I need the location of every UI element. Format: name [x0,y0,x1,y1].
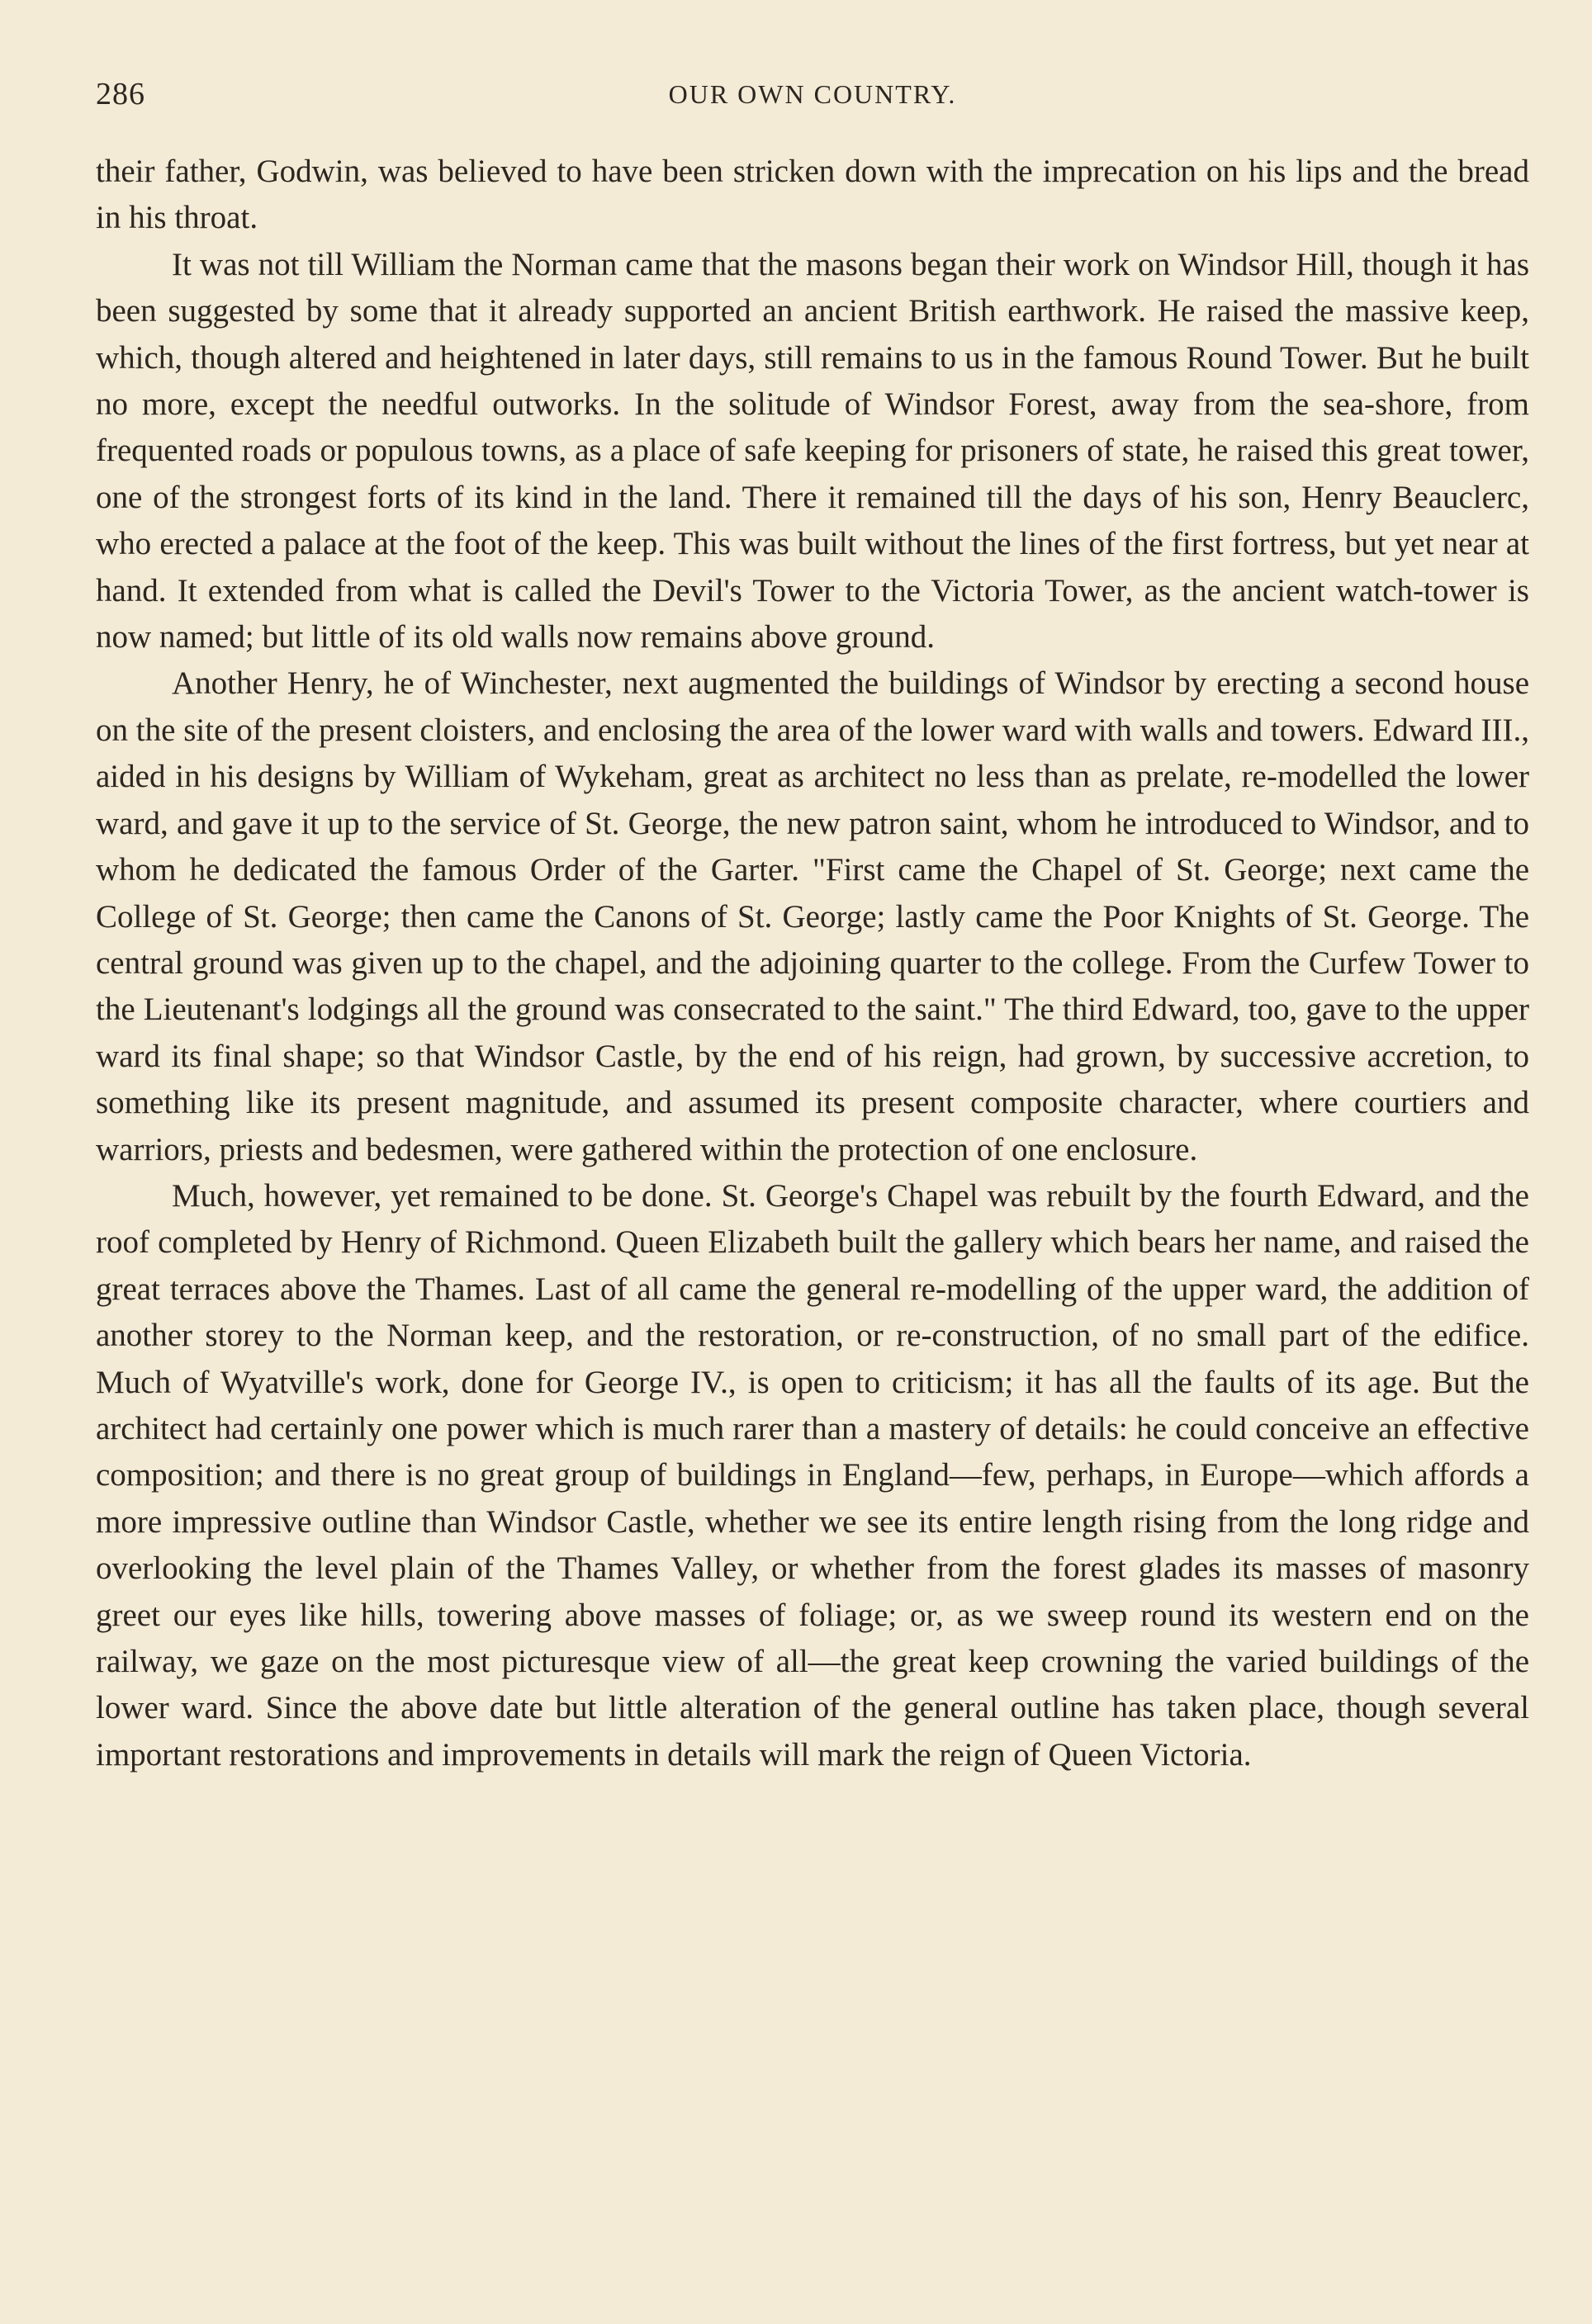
paragraph-henry-winchester: Another Henry, he of Winchester, next augmented the buildings of Windsor by erecting a second house on the site of the present cloisters, and enclosing the area of the lower ward with walls and towers. Edward III., aided in his designs by William of Wykeham, great as architect no less than as prelate, re-modelled the lower ward, and gave it up to the service of St. George, the new patron saint, whom he introduced to Windsor, and to whom he dedicated the famous Order of the Garter. "First came the Chapel of St. George; next came the College of St. George; then came the Canons of St. George; lastly came the Poor Knights of St. George. The central ground was given up to the chapel, and the adjoining quarter to the college. From the Curfew Tower to the Lieutenant's lodgings all the ground was consecrated to the saint." The third Edward, too, gave to the upper ward its final shape; so that Windsor Castle, by the end of his reign, had grown, by successive accretion, to something like its present magnitude, and assumed its present composite character, where courtiers and warriors, priests and bedesmen, were gathered within the protection of one enclosure. [96,665,1529,1167]
page-header [96,69,1529,119]
paragraph-continuation: their father, Godwin, was believed to have been stricken down with the imprecation on his lips and the bread in his throat. [96,154,1529,236]
running-title: OUR OWN COUNTRY. [668,79,957,109]
page-number: 286 [96,77,145,111]
paragraph-william-norman: It was not till William the Norman came that the masons began their work on Windsor Hill, though it has been suggested by some that it already supported an ancient British earthwork. He raised the massive keep, which, though altered and heightened in later days, still remains to us in the famous Round Tower. But he built no more, except the needful outworks. In the solitude of Windsor Forest, away from the sea-shore, from frequented roads or populous towns, as a place of safe keeping for prisoners of state, he raised this great tower, one of the strongest forts of its kind in the land. There it remained till the days of his son, Henry Beauclerc, who erected a palace at the foot of the keep. This was built without the lines of the first fortress, but yet near at hand. It extended from what is called the Devil's Tower to the Victoria Tower, as the ancient watch-tower is now named; but little of its old walls now remains above ground. [96,246,1529,656]
paragraph-much-remained: Much, however, yet remained to be done. St. George's Chapel was rebuilt by the fourth Edward, and the roof completed by Henry of Richmond. Queen Elizabeth built the gallery which bears her name, and raised the great terraces above the Thames. Last of all came the general re-modelling of the upper ward, the addition of another storey to the Norman keep, and the restoration, or re-construction, of no small part of the edifice. Much of Wyatville's work, done for George IV., is open to criticism; it has all the faults of its age. But the architect had certainly one power which is much rarer than a mastery of details: he could conceive an effective composition; and there is no great group of buildings in England—few, perhaps, in Europe—which affords a more impressive outline than Windsor Castle, whether we see its entire length rising from the long ridge and overlooking the level plain of the Thames Valley, or whether from the forest glades its masses of masonry greet our eyes like hills, towering above masses of foliage; or, as we sweep round its western end on the railway, we gaze on the most picturesque view of all—the great keep crowning the varied buildings of the lower ward. Since the above date but little alteration of the general outline has taken place, though several important restorations and improvements in details will mark the reign of Queen Victoria. [96,1177,1529,1773]
body-text [96,149,1529,1778]
